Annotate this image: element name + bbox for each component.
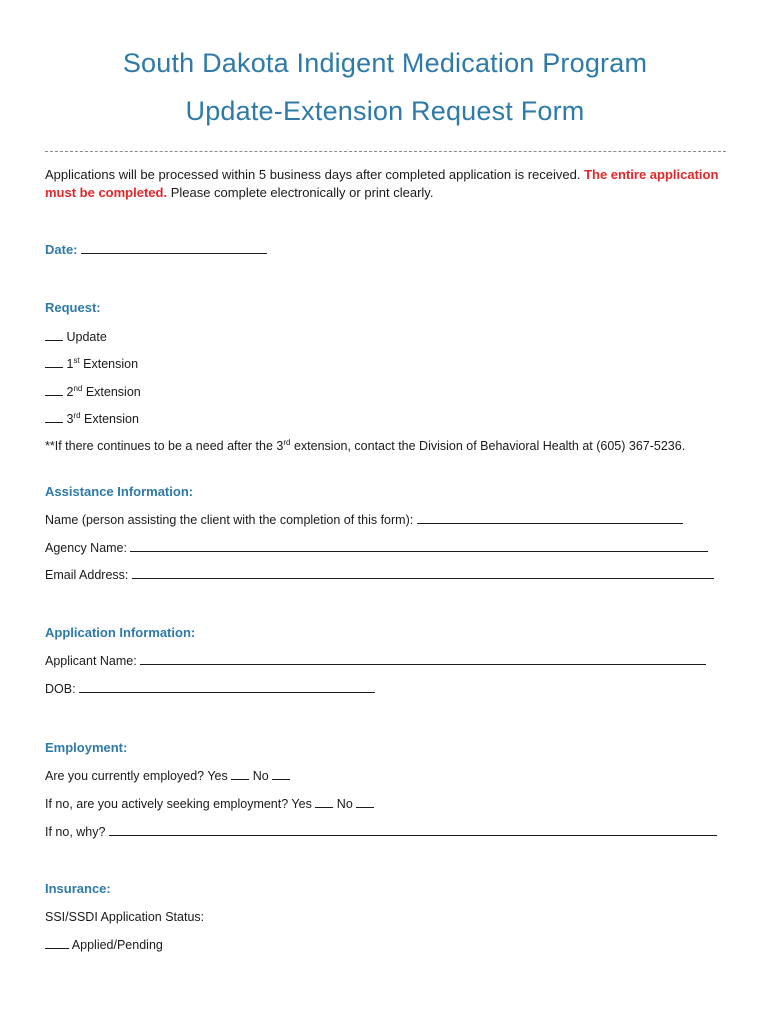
form-title: Update-Extension Request Form bbox=[185, 96, 585, 126]
ext1-sup: st bbox=[73, 355, 80, 365]
extension-note bbox=[45, 437, 735, 455]
why-row bbox=[45, 823, 717, 841]
applied-label: Applied/Pending bbox=[71, 938, 163, 952]
applicant-name-label: Applicant Name: bbox=[45, 654, 137, 668]
ext3-checkbox-line[interactable] bbox=[45, 411, 63, 423]
ext2-checkbox-line[interactable] bbox=[45, 384, 63, 396]
applied-checkbox-line[interactable] bbox=[45, 937, 69, 949]
dob-field[interactable] bbox=[79, 681, 375, 693]
ext3-sup: rd bbox=[73, 410, 81, 420]
email-label: Email Address: bbox=[45, 568, 129, 582]
intro-text-after: Please complete electronically or print clearly. bbox=[167, 185, 434, 200]
why-label: If no, why? bbox=[45, 825, 106, 839]
email-field[interactable] bbox=[132, 567, 714, 579]
assistant-name-field[interactable] bbox=[417, 512, 683, 524]
assistant-name-label: Name (person assisting the client with the completion of this form): bbox=[45, 513, 414, 527]
seeking-row bbox=[45, 795, 374, 813]
request-heading: Request: bbox=[45, 300, 101, 315]
ext3-num: 3 bbox=[66, 412, 74, 426]
agency-name-row bbox=[45, 539, 708, 557]
seeking-no-label: No bbox=[336, 797, 353, 811]
request-ext2-row bbox=[45, 383, 141, 401]
employed-no-label: No bbox=[252, 769, 269, 783]
assistance-heading: Assistance Information: bbox=[45, 484, 194, 499]
ext2-num: 2 bbox=[66, 385, 74, 399]
employed-no-line[interactable] bbox=[272, 768, 290, 780]
ext1-label: Extension bbox=[83, 357, 139, 371]
note-post: extension, contact the Division of Behavioral Health at (605) 367-5236. bbox=[290, 439, 686, 453]
ssi-status-label: SSI/SSDI Application Status: bbox=[45, 910, 205, 924]
request-ext1-row bbox=[45, 355, 138, 373]
employed-row bbox=[45, 767, 290, 785]
applied-row bbox=[45, 936, 163, 954]
title-divider bbox=[45, 151, 726, 152]
intro-text: Applications will be processed within 5 business days after completed application is received. bbox=[45, 167, 585, 182]
dob-row bbox=[45, 680, 375, 698]
employed-question: Are you currently employed? Yes bbox=[45, 769, 228, 783]
email-row bbox=[45, 566, 714, 584]
ext2-sup: nd bbox=[73, 383, 83, 393]
program-title: South Dakota Indigent Medication Program bbox=[122, 48, 648, 78]
seeking-no-line[interactable] bbox=[356, 796, 374, 808]
agency-name-field[interactable] bbox=[130, 540, 708, 552]
employment-heading: Employment: bbox=[45, 740, 128, 755]
ext2-label: Extension bbox=[85, 385, 141, 399]
ext3-label: Extension bbox=[84, 412, 139, 426]
request-ext3-row bbox=[45, 410, 139, 428]
ext1-checkbox-line[interactable] bbox=[45, 356, 63, 368]
agency-name-label: Agency Name: bbox=[45, 541, 127, 555]
intro-emphasis: The entire application must be completed. bbox=[45, 167, 719, 200]
ext1-num: 1 bbox=[66, 357, 74, 371]
intro-paragraph bbox=[45, 166, 735, 202]
seeking-yes-line[interactable] bbox=[315, 796, 333, 808]
date-label: Date: bbox=[45, 242, 78, 257]
employed-yes-line[interactable] bbox=[231, 768, 249, 780]
assistant-name-row bbox=[45, 511, 683, 529]
note-sup: rd bbox=[283, 437, 291, 447]
request-update-row bbox=[45, 328, 107, 346]
date-field[interactable] bbox=[81, 242, 267, 254]
application-heading: Application Information: bbox=[45, 625, 196, 640]
applicant-name-field[interactable] bbox=[140, 653, 706, 665]
applicant-name-row bbox=[45, 652, 706, 670]
dob-label: DOB: bbox=[45, 682, 76, 696]
date-row bbox=[45, 242, 267, 257]
why-field[interactable] bbox=[109, 824, 717, 836]
note-pre: **If there continues to be a need after the 3 bbox=[45, 439, 284, 453]
seeking-question: If no, are you actively seeking employment? Yes bbox=[45, 797, 312, 811]
insurance-heading: Insurance: bbox=[45, 881, 111, 896]
update-checkbox-line[interactable] bbox=[45, 329, 63, 341]
update-label: Update bbox=[66, 330, 107, 344]
